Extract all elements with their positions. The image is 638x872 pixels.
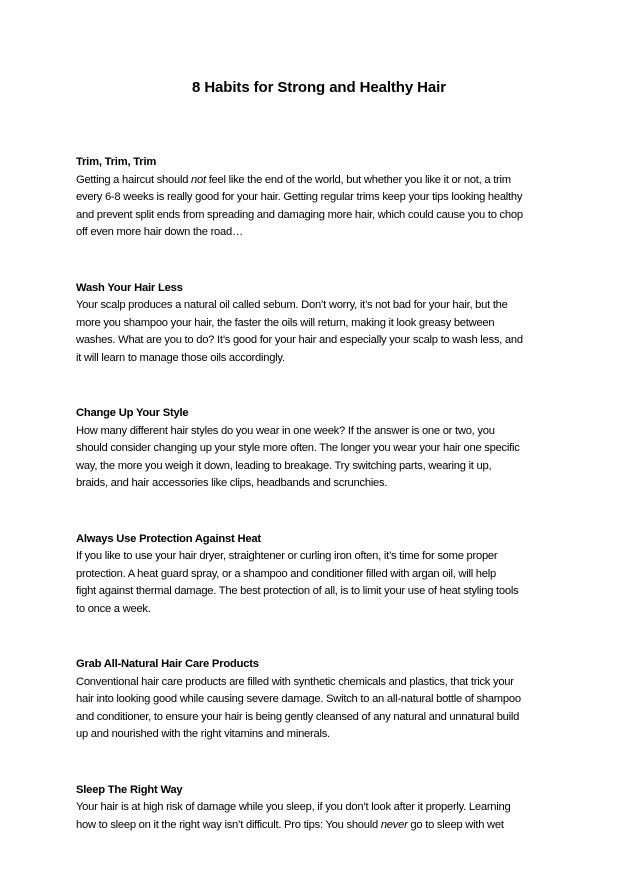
text-run: and conditioner, to ensure your hair is being gently cleansed of any natural and unnatural build — [76, 710, 520, 723]
emphasized-text: not — [191, 173, 206, 186]
section-heading: Grab All-Natural Hair Care Products — [76, 658, 259, 670]
text-run: Your scalp produces a natural oil called sebum. Don’t worry, it’s not bad for your hair, but the — [76, 299, 508, 311]
sections-container — [76, 154, 566, 872]
body-line — [76, 799, 566, 817]
text-run: fight against thermal damage. The best protection of all, is to limit your use of heat styling tools — [76, 585, 519, 597]
section — [76, 782, 566, 835]
text-run: protection. A heat guard spray, or a shampoo and conditioner filled with argan oil, will help — [76, 567, 496, 580]
section-heading: Always Use Protection Against Heat — [76, 532, 261, 545]
text-run: more you shampoo your hair, the faster the oils will return, making it look greasy between — [76, 316, 495, 329]
body-line — [76, 350, 566, 368]
body-line — [76, 583, 566, 601]
text-run: Your hair is at high risk of damage while you sleep, if you don’t look after it properly. Learning — [76, 801, 511, 813]
body-line — [76, 726, 566, 744]
text-run: way, the more you weigh it down, leading to breakage. Try switching parts, wearing it up, — [76, 459, 492, 472]
text-run: go to sleep with wet — [407, 818, 504, 831]
text-run: and prevent split ends from spreading and damaging more hair, which could cause you to chop — [76, 208, 523, 221]
body-line — [76, 674, 566, 692]
section-body — [76, 172, 566, 242]
body-line — [76, 207, 566, 225]
body-line — [76, 691, 566, 709]
body-line — [76, 475, 566, 493]
section-body — [76, 674, 566, 744]
text-run: feel like the end of the world, but whether you like it or not, a trim — [205, 173, 511, 186]
section-heading: Change Up Your Style — [76, 407, 189, 419]
section — [76, 656, 566, 744]
emphasized-text: never — [380, 818, 408, 831]
text-run: to once a week. — [76, 602, 151, 615]
body-line — [76, 458, 566, 476]
text-run: How many different hair styles do you wear in one week? If the answer is one or two, you — [76, 424, 495, 437]
body-line — [76, 172, 566, 190]
text-run: Conventional hair care products are filled with synthetic chemicals and plastics, that trick your — [76, 675, 514, 688]
body-line — [76, 315, 566, 333]
text-run: hair into looking good while causing severe damage. Switch to an all-natural bottle of shampoo — [76, 693, 521, 705]
body-line — [76, 224, 566, 242]
text-run: every 6-8 weeks is really good for your hair. Getting regular trims keep your tips looking healthy — [76, 191, 523, 203]
section — [76, 531, 566, 619]
section-heading: Sleep The Right Way — [76, 783, 183, 796]
body-line — [76, 709, 566, 727]
body-line — [76, 817, 566, 835]
section — [76, 405, 566, 493]
body-line — [76, 423, 566, 441]
document-title: 8 Habits for Strong and Healthy Hair — [192, 79, 446, 96]
body-line — [76, 189, 566, 207]
body-line — [76, 601, 566, 619]
section-body — [76, 423, 566, 493]
text-run: off even more hair down the road… — [76, 226, 243, 238]
body-line — [76, 297, 566, 315]
body-line — [76, 332, 566, 350]
text-run: washes. What are you to do? It’s good for your hair and especially your scalp to wash less, and — [76, 334, 523, 346]
text-run: up and nourished with the right vitamins and minerals. — [76, 728, 330, 740]
section-heading: Trim, Trim, Trim — [76, 156, 157, 168]
text-run: braids, and hair accessories like clips, headbands and scrunchies. — [76, 477, 388, 489]
text-run: If you like to use your hair dryer, straightener or curling iron often, it’s time for some proper — [76, 550, 498, 562]
body-line — [76, 440, 566, 458]
section-body — [76, 548, 566, 618]
section — [76, 154, 566, 242]
text-run: should consider changing up your style more often. The longer you wear your hair one specific — [76, 442, 520, 454]
section — [76, 280, 566, 368]
body-line — [76, 548, 566, 566]
text-run: it will learn to manage those oils accordingly. — [76, 351, 285, 364]
section-heading: Wash Your Hair Less — [76, 281, 183, 294]
text-run: Getting a haircut should — [76, 173, 192, 186]
section-body — [76, 799, 566, 834]
body-line — [76, 566, 566, 584]
section-body — [76, 297, 566, 367]
text-run: how to sleep on it the right way isn’t difficult. Pro tips: You should — [76, 818, 381, 831]
